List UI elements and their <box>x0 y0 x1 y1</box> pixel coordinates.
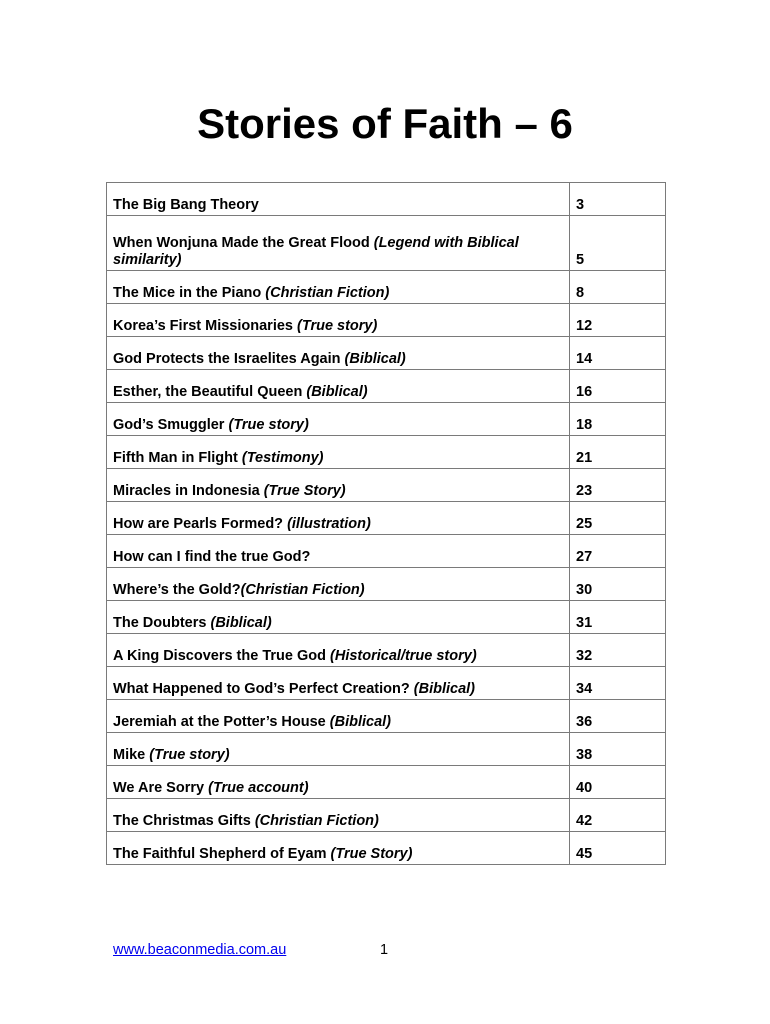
toc-page-number: 23 <box>570 469 666 502</box>
toc-entry-cell <box>107 733 570 766</box>
toc-entry-title: Esther, the Beautiful Queen <box>113 384 303 400</box>
toc-page-number: 5 <box>570 216 666 271</box>
toc-entry-cell <box>107 667 570 700</box>
toc-entry-title: Where’s the Gold? <box>113 582 241 598</box>
toc-row <box>107 634 666 667</box>
toc-entry-cell <box>107 832 570 865</box>
toc-entry-title: The Doubters <box>113 615 207 631</box>
toc-entry-cell <box>107 183 570 216</box>
toc-page-number: 38 <box>570 733 666 766</box>
toc-entry-genre: (Legend with Biblical similarity) <box>113 235 519 268</box>
toc-row <box>107 799 666 832</box>
toc-entry-genre: (True account) <box>208 780 309 796</box>
toc-entry-genre: (illustration) <box>287 516 371 532</box>
toc-entry-cell <box>107 271 570 304</box>
toc-page-number: 40 <box>570 766 666 799</box>
toc-page-number: 30 <box>570 568 666 601</box>
toc-entry-cell <box>107 469 570 502</box>
toc-entry-title: How are Pearls Formed? <box>113 516 284 532</box>
toc-row <box>107 832 666 865</box>
toc-page-number: 21 <box>570 436 666 469</box>
toc-row <box>107 403 666 436</box>
toc-entry-title: The Faithful Shepherd of Eyam <box>113 846 327 862</box>
page-number: 1 <box>380 942 389 958</box>
toc-entry-genre: (Christian Fiction) <box>240 582 365 598</box>
toc-entry-genre: (Testimony) <box>241 450 324 466</box>
toc-page-number: 16 <box>570 370 666 403</box>
toc-entry-genre: (True story) <box>149 747 230 763</box>
toc-entry-cell <box>107 337 570 370</box>
toc-entry-title: Korea’s First Missionaries <box>113 318 293 334</box>
toc-entry-genre: (True story) <box>297 318 378 334</box>
toc-entry-title: Mike <box>113 747 146 763</box>
toc-page-number: 18 <box>570 403 666 436</box>
toc-entry-genre: (Biblical) <box>329 714 392 730</box>
toc-entry-title: The Big Bang Theory <box>113 197 259 213</box>
toc-entry-cell <box>107 370 570 403</box>
toc-page-number: 36 <box>570 700 666 733</box>
toc-row <box>107 370 666 403</box>
toc-page-number: 12 <box>570 304 666 337</box>
toc-entry-genre: (Christian Fiction) <box>254 813 379 829</box>
toc-entry-genre: (Biblical) <box>413 681 476 697</box>
toc-entry-cell <box>107 700 570 733</box>
toc-entry-cell <box>107 601 570 634</box>
toc-entry-genre: (Christian Fiction) <box>265 285 390 301</box>
toc-entry-cell <box>107 799 570 832</box>
toc-row <box>107 183 666 216</box>
toc-page-number: 8 <box>570 271 666 304</box>
toc-entry-title: Fifth Man in Flight <box>113 450 238 466</box>
toc-entry-genre: (Historical/true story) <box>330 648 477 664</box>
toc-entry-title: God Protects the Israelites Again <box>113 351 341 367</box>
toc-entry-cell <box>107 436 570 469</box>
toc-page-number: 3 <box>570 183 666 216</box>
toc-entry-genre: (Biblical) <box>344 351 406 367</box>
toc-entry-title: The Mice in the Piano <box>113 285 262 301</box>
toc-entry-title: We Are Sorry <box>113 780 205 796</box>
toc-entry-cell <box>107 535 570 568</box>
toc-page-number: 45 <box>570 832 666 865</box>
toc-page-number: 25 <box>570 502 666 535</box>
page-title: Stories of Faith – 6 <box>197 100 573 147</box>
toc-entry-title: God’s Smuggler <box>113 417 225 433</box>
toc-entry-cell <box>107 216 570 271</box>
toc-page-number: 27 <box>570 535 666 568</box>
toc-row <box>107 733 666 766</box>
toc-entry-title: The Christmas Gifts <box>113 813 251 829</box>
toc-entry-genre: (True story) <box>228 417 309 433</box>
toc-row <box>107 216 666 271</box>
table-of-contents <box>106 182 666 865</box>
toc-entry-title: How can I find the true God? <box>113 549 311 565</box>
toc-entry-cell <box>107 502 570 535</box>
toc-row <box>107 502 666 535</box>
toc-row <box>107 568 666 601</box>
toc-row <box>107 469 666 502</box>
footer-website-link[interactable]: www.beaconmedia.com.au <box>113 942 287 958</box>
toc-entry-genre: (Biblical) <box>306 384 368 400</box>
toc-page-number: 34 <box>570 667 666 700</box>
toc-row <box>107 337 666 370</box>
toc-entry-title: Miracles in Indonesia <box>113 483 260 499</box>
toc-entry-cell <box>107 403 570 436</box>
toc-entry-title: Jeremiah at the Potter’s House <box>113 714 326 730</box>
toc-entry-title: A King Discovers the True God <box>113 648 326 664</box>
toc-row <box>107 766 666 799</box>
toc-row <box>107 667 666 700</box>
toc-entry-genre: (True Story) <box>330 846 413 862</box>
toc-row <box>107 436 666 469</box>
toc-row <box>107 271 666 304</box>
toc-entry-cell <box>107 766 570 799</box>
toc-row <box>107 601 666 634</box>
toc-entry-title: When Wonjuna Made the Great Flood <box>113 235 370 251</box>
toc-row <box>107 535 666 568</box>
toc-entry-cell <box>107 568 570 601</box>
toc-entry-cell <box>107 304 570 337</box>
toc-row <box>107 304 666 337</box>
toc-page-number: 14 <box>570 337 666 370</box>
toc-entry-cell <box>107 634 570 667</box>
toc-page-number: 31 <box>570 601 666 634</box>
toc-entry-title: What Happened to God’s Perfect Creation? <box>113 681 410 697</box>
toc-entry-genre: (Biblical) <box>210 615 272 631</box>
toc-entry-genre: (True Story) <box>263 483 346 499</box>
toc-page-number: 42 <box>570 799 666 832</box>
toc-row <box>107 700 666 733</box>
toc-page-number: 32 <box>570 634 666 667</box>
